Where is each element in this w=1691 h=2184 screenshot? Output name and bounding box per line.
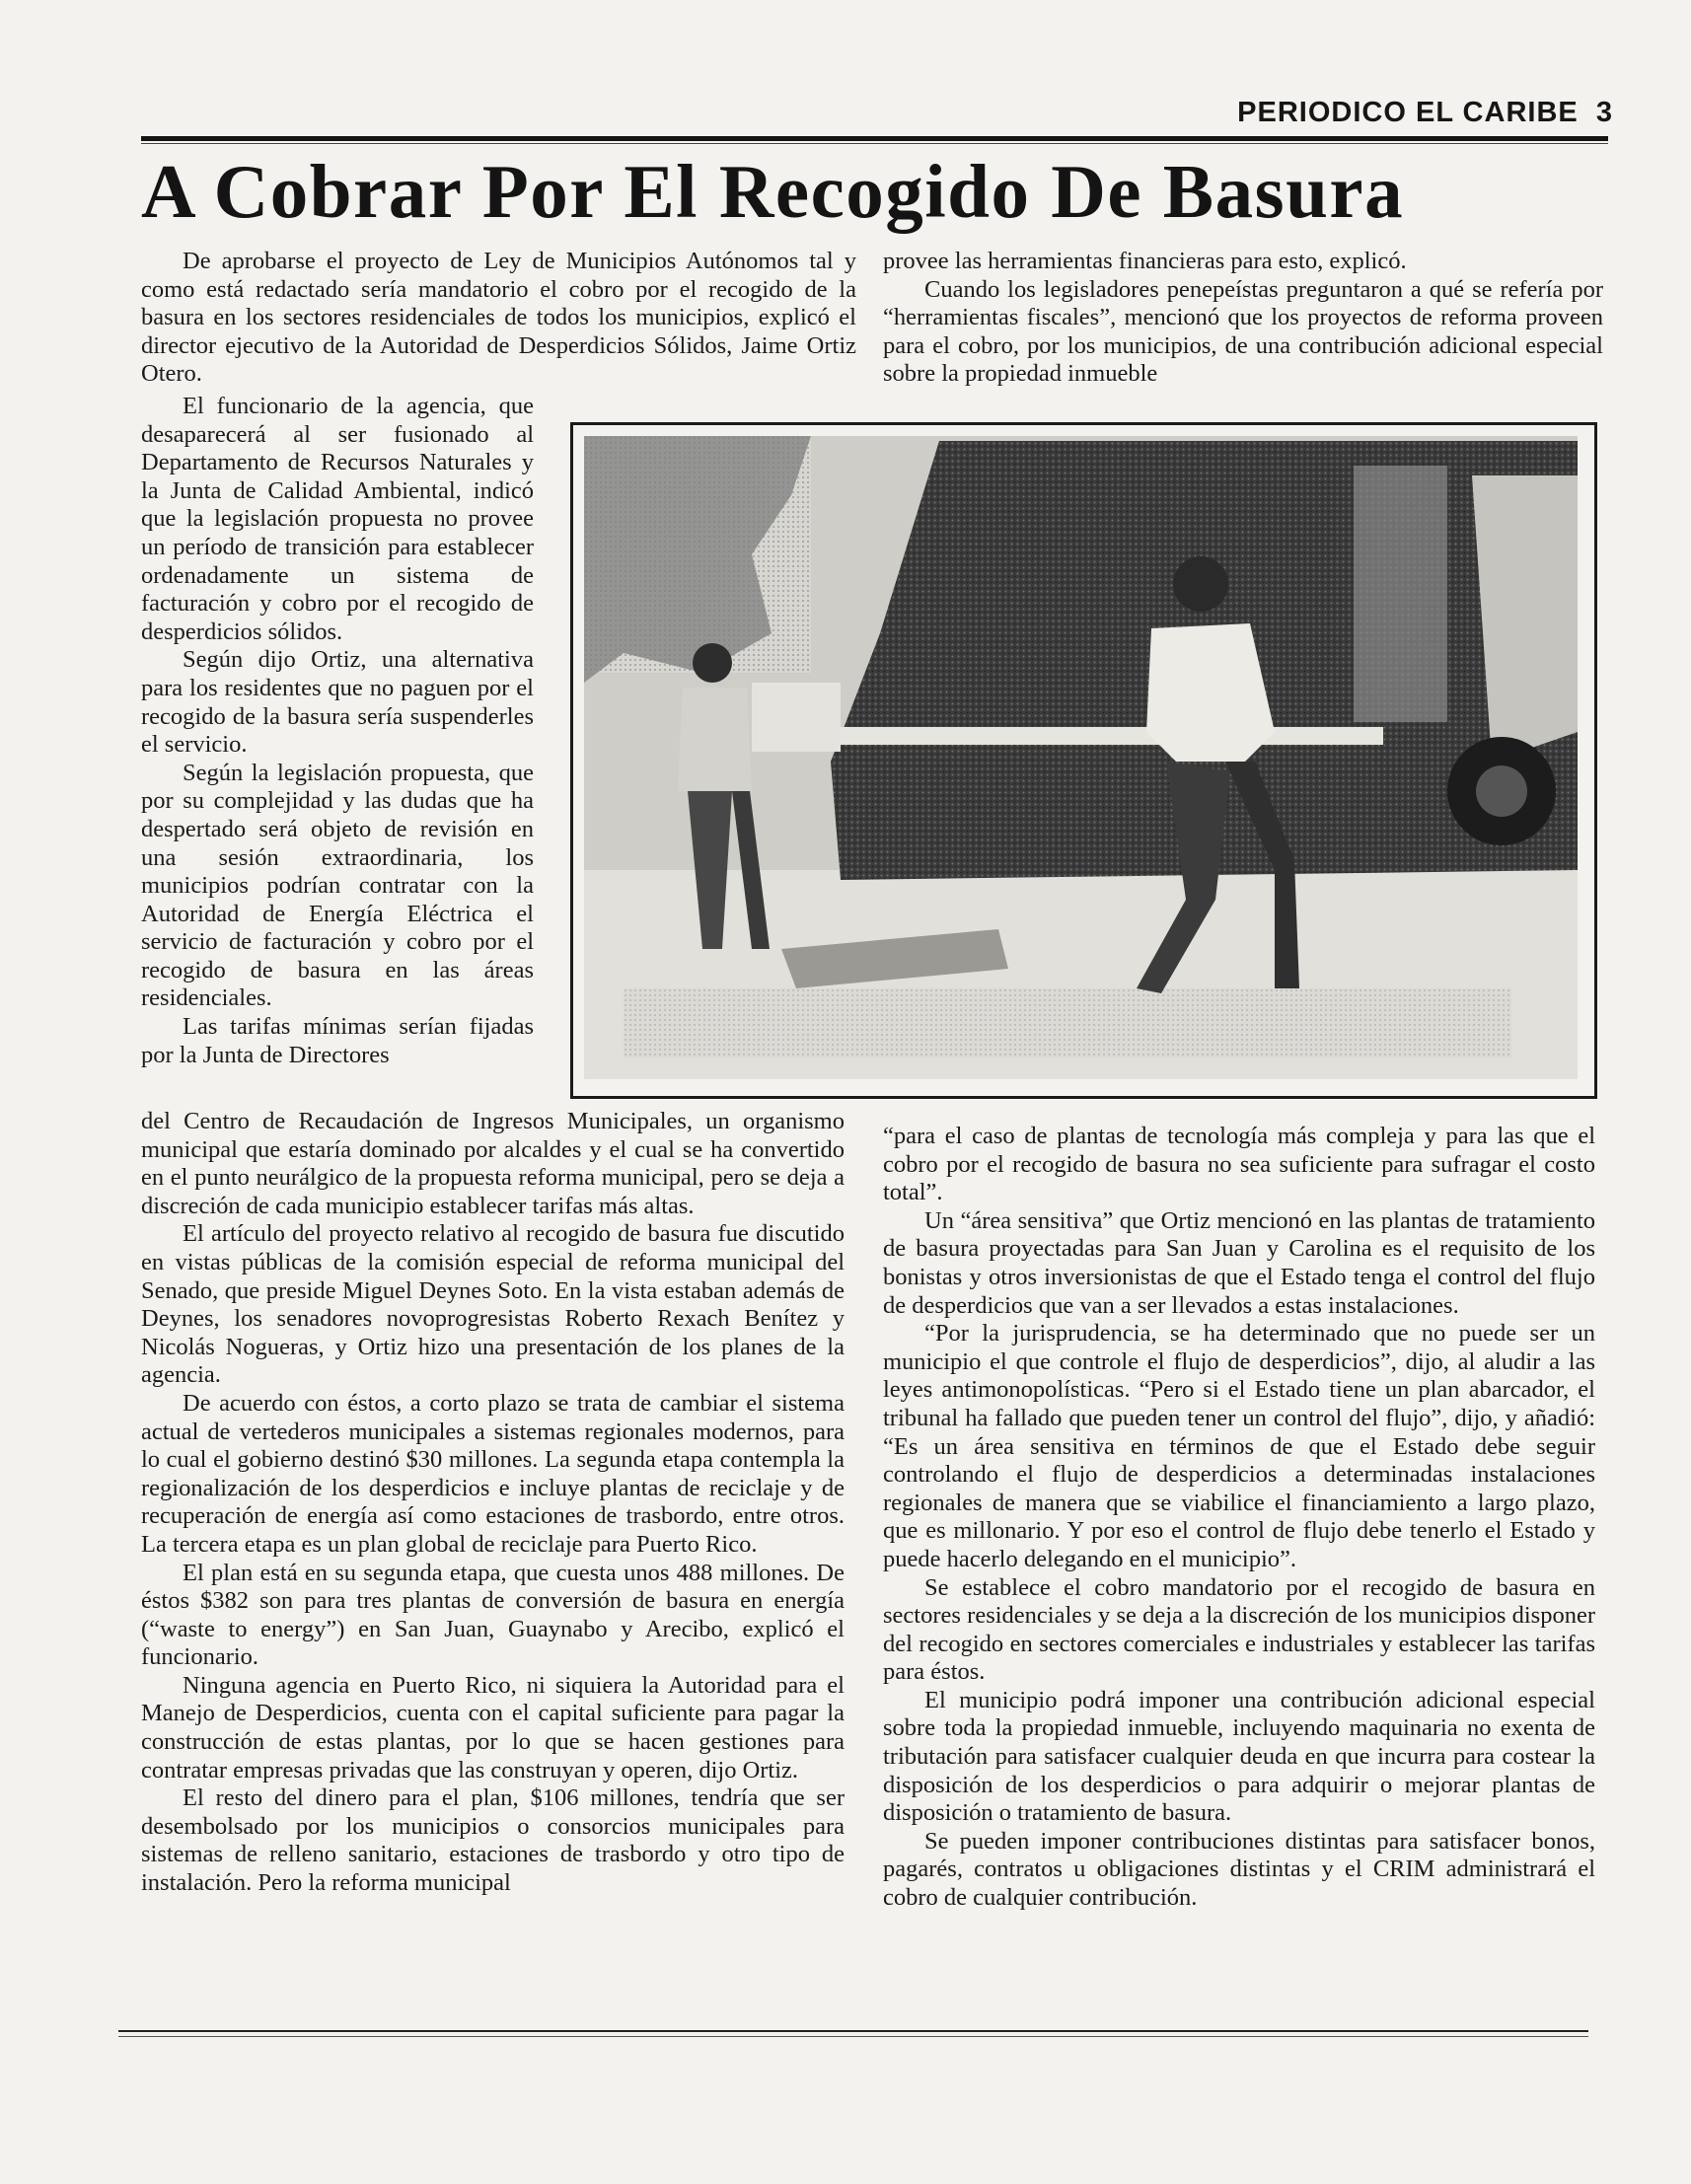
- article-column-right-upper: [883, 248, 1603, 389]
- publication-name: PERIODICO EL CARIBE: [1237, 97, 1579, 128]
- news-photo: [570, 422, 1597, 1099]
- paragraph: “Por la jurisprudencia, se ha determinado que no puede ser un municipio el que controle el flujo de desperdicios”, dijo, al aludir a las leyes antimonopolísticas. “Pero si el Estado tiene un plan abarcador, el tribunal ha fallado que pueden tener un control del flujo”, dijo, y añadió: “Es un área sensitiva en términos de que el Estado debe seguir controlando el flujo de desperdicios a determinadas instalaciones regionales de manera que se viabilice el financiamiento a largo plazo, que es millonario. Y por eso el control de flujo debe tenerlo el Estado y puede hacerlo delegando en el municipio”.: [883, 1320, 1595, 1572]
- paragraph: Según la legislación propuesta, que por su complejidad y las dudas que ha despertado será objeto de revisión en una sesión extraordinaria, los municipios podrían contratar con la Autoridad de Energía Eléctrica el servicio de facturación y cobro por el recogido de basura en las áreas residenciales.: [141, 759, 534, 1012]
- article-column-intro: [141, 248, 856, 389]
- footer-rule: [118, 2030, 1588, 2032]
- paragraph: provee las herramientas financieras para esto, explicó.: [883, 248, 1407, 274]
- paragraph: El plan está en su segunda etapa, que cuesta unos 488 millones. De éstos $382 son para tres plantas de conversión de basura en energía (“waste to energy”) en San Juan, Guaynabo y Arecibo, explicó el funcionario.: [141, 1559, 845, 1671]
- paragraph: Un “área sensitiva” que Ortiz mencionó en las plantas de tratamiento de basura proyectadas para San Juan y Carolina es el requisito de los bonistas y otros inversionistas de que el Estado tenga el control del flujo de desperdicios que van a ser llevados a estas instalaciones.: [883, 1206, 1595, 1319]
- paragraph: De aprobarse el proyecto de Ley de Municipios Autónomos tal y como está redactado sería mandatorio el cobro por el recogido de la basura en los sectores residenciales de todos los municipios, explicó el director ejecutivo de la Autoridad de Desperdicios Sólidos, Jaime Ortiz Otero.: [141, 248, 856, 388]
- paragraph: De acuerdo con éstos, a corto plazo se trata de cambiar el sistema actual de vertederos municipales a sistemas regionales modernos, para lo cual el gobierno destinó $30 millones. La segunda etapa contempla la regionalización de los desperdicios e incluye plantas de reciclaje y de recuperación de energía así como estaciones de trasbordo, entre otros. La tercera etapa es un plan global de reciclaje para Puerto Rico.: [141, 1389, 845, 1558]
- paragraph: “para el caso de plantas de tecnología más compleja y para las que el cobro por el recogido de basura no sea suficiente para sufragar el costo total”.: [883, 1123, 1595, 1206]
- paragraph: Ninguna agencia en Puerto Rico, ni siquiera la Autoridad para el Manejo de Desperdicios, cuenta con el capital suficiente para pagar la construcción de estas plantas, por lo que se hacen gestiones para contratar empresas privadas que las construyan y operen, dijo Ortiz.: [141, 1671, 845, 1784]
- article-column-left-lower: [141, 1108, 845, 1898]
- paragraph: Las tarifas mínimas serían fijadas por la Junta de Directores: [141, 1013, 534, 1068]
- paragraph: El funcionario de la agencia, que desaparecerá al ser fusionado al Departamento de Recursos Naturales y la Junta de Calidad Ambiental, indicó que la legislación propuesta no provee un período de transición para establecer ordenadamente un sistema de facturación y cobro por el recogido de desperdicios sólidos.: [141, 393, 534, 645]
- paragraph: Según dijo Ortiz, una alternativa para los residentes que no paguen por el recogido de la basura sería suspenderles el servicio.: [141, 646, 534, 759]
- header-rule: [141, 136, 1608, 141]
- paragraph: Se pueden imponer contribuciones distintas para satisfacer bonos, pagarés, contratos u obligaciones distintas y el CRIM administrará el cobro de cualquier contribución.: [883, 1827, 1595, 1912]
- paragraph: El artículo del proyecto relativo al recogido de basura fue discutido en vistas públicas de la comisión especial de reforma municipal del Senado, que preside Miguel Deynes Soto. En la vista estaban además de Deynes, los senadores novoprogresistas Roberto Rexach Benítez y Nicolás Nogueras, y Ortiz hizo una presentación de los planes de la agencia.: [141, 1220, 845, 1389]
- paragraph: El municipio podrá imponer una contribución adicional especial sobre toda la propiedad inmueble, incluyendo maquinaria no exenta de tributación para satisfacer cualquier deuda en que incurra para costear la disposición de los desperdicios o para adquirir o mejorar plantas de disposición o tratamiento de basura.: [883, 1686, 1595, 1827]
- paragraph: El resto del dinero para el plan, $106 millones, tendría que ser desembolsado por los municipios o consorcios municipales para sistemas de relleno sanitario, estaciones de trasbordo y otro tipo de instalación. Pero la reforma municipal: [141, 1784, 845, 1897]
- page-header: [1164, 97, 1613, 129]
- header-rule-thin: [141, 143, 1608, 144]
- footer-rule-thin: [118, 2036, 1588, 2037]
- article-column-right-lower: [883, 1123, 1595, 1913]
- paragraph: del Centro de Recaudación de Ingresos Municipales, un organismo municipal que estaría dominado por alcaldes y el cual se ha convertido en el punto neurálgico de la propuesta reforma municipal, pero se deja a discreción de cada municipio establecer tarifas más altas.: [141, 1108, 845, 1219]
- page-number: 3: [1595, 97, 1613, 128]
- photo-image: [584, 436, 1578, 1079]
- article-column-left-narrow: [141, 393, 534, 1069]
- paragraph: Cuando los legisladores penepeístas preguntaron a qué se refería por “herramientas fiscales”, mencionó que los proyectos de reforma proveen para el cobro, por los municipios, de una contribución adicional especial sobre la propiedad inmueble: [883, 275, 1603, 388]
- paragraph: Se establece el cobro mandatorio por el recogido de basura en sectores residenciales y se deja a la discreción de los municipios disponer del recogido en sectores comerciales e industriales y establecer las tarifas para éstos.: [883, 1573, 1595, 1686]
- headline: A Cobrar Por El Recogido De Basura: [141, 149, 1405, 234]
